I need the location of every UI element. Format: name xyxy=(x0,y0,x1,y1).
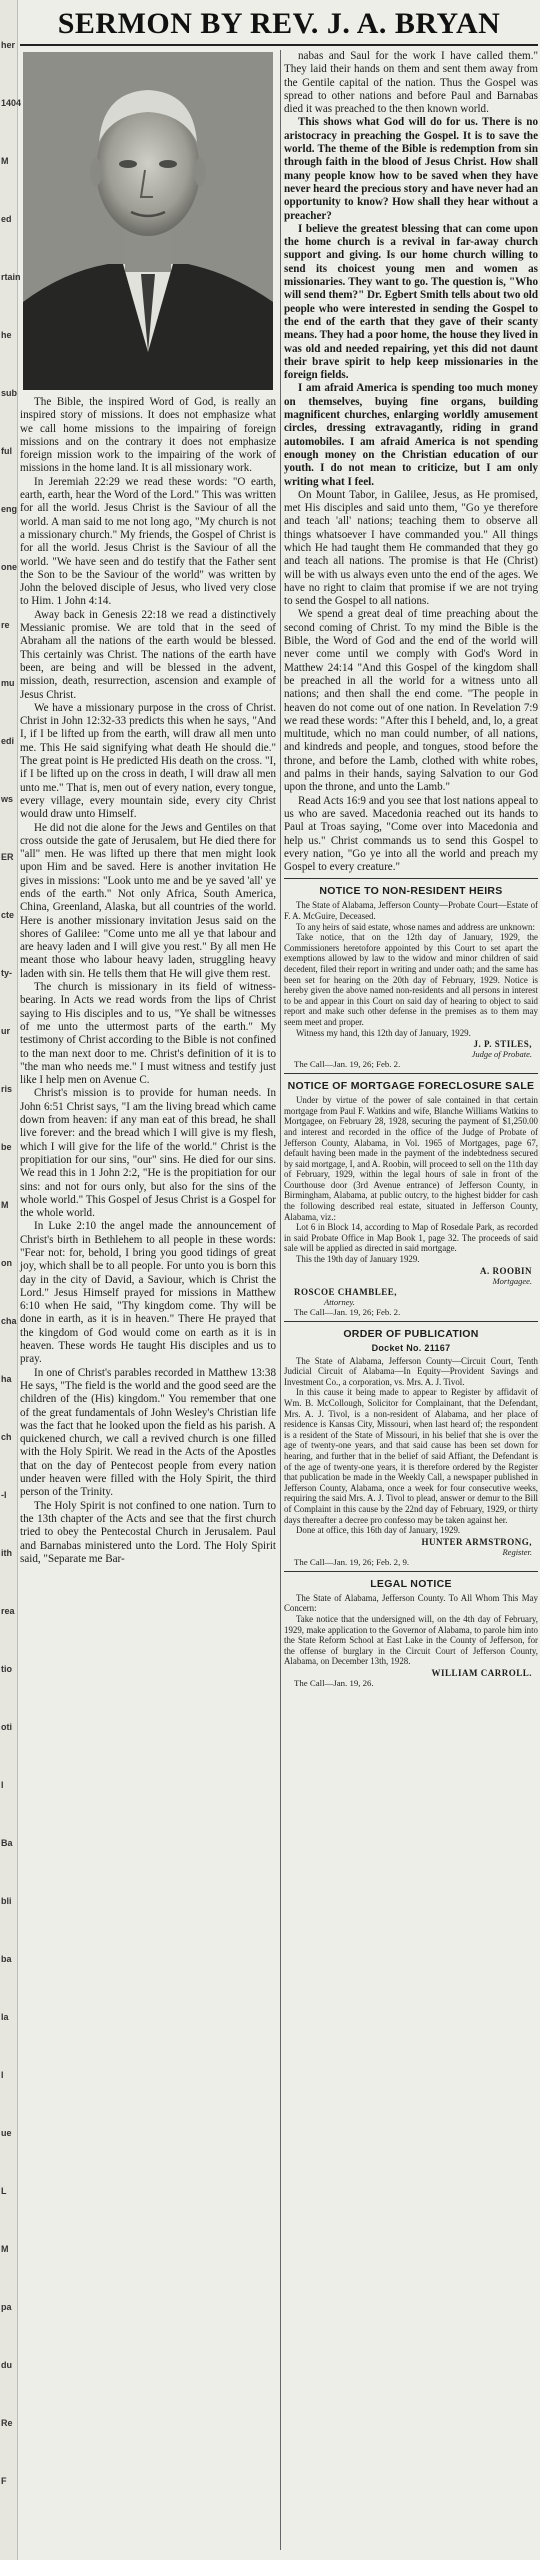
margin-fragment: M xyxy=(1,156,9,166)
portrait-illustration xyxy=(23,52,273,390)
notice-line: To any heirs of said estate, whose names and address are unknown: xyxy=(296,921,535,932)
divider xyxy=(284,1321,538,1322)
sermon-paragraph: Christ's mission is to provide for human needs. In John 6:51 Christ says, "I am the living bread which came down from heaven: if any man eat of this bread, he shall live forever: and the bread which I will give is my flesh, which I will give for the life of the world." Christ is the propitiation for our sins, "our" sins. He died for our sins. We read this in 1 John 2:2, "He is the propitiation for our sins: and not for ours only, but also for the sins of the whole world." This Gospel of Jesus Christ is a Gospel for the whole world. xyxy=(20,1087,276,1220)
column-divider xyxy=(280,50,281,2550)
margin-fragment: he xyxy=(1,330,12,340)
margin-fragment: re xyxy=(1,620,10,630)
notice-signature: WILLIAM CARROLL. xyxy=(431,1667,532,1678)
sermon-paragraph: In one of Christ's parables recorded in Matthew 13:38 He says, "The field is the world and the good seed are the children of the (His) kingdom." You remember that one of the great fundamentals of John Wesley's Christian life was the fact that he looked upon the field as his parish. A quickened church, we call a revived church is one filled with the Holy Spirit. We read in the Acts of the Apostles that on the day of Pentecost people from every nation under heaven were filled with the Holy Spirit, the third person of the Trinity. xyxy=(20,1366,276,1499)
margin-fragment: ful xyxy=(1,446,12,456)
notice-line: Witness my hand, this 12th day of January, 1929. xyxy=(296,1027,471,1038)
margin-fragment: ed xyxy=(1,214,12,224)
margin-fragment: ba xyxy=(1,1954,12,1964)
sermon-paragraph: The Bible, the inspired Word of God, is really an inspired story of missions. It does not emphasize what we call home missions to the impairing of foreign missions and on the contrary it does not emphasize foreign mission work to the impairing of the work of missions in the home land. It is all missionary work. xyxy=(20,396,276,475)
divider xyxy=(284,1571,538,1572)
margin-fragment: ch xyxy=(1,1432,12,1442)
margin-fragment: one xyxy=(1,562,18,572)
margin-fragment: ris xyxy=(1,1084,13,1094)
notice-line: The State of Alabama, Jefferson County—Probate Court—Estate of F. A. McGuire, Deceased. xyxy=(284,900,538,921)
notice-order-of-publication xyxy=(284,1328,538,1567)
notice-mortgage-foreclosure xyxy=(284,1080,538,1317)
notice-line: Under by virtue of the power of sale contained in that certain mortgage from Paul F. Watkins and wife, Blanche Williams Watkins to Mortgagee, on February 28, 1928, securing the payment of $1,250.00 and interest and recorded in the office of the Judge of Probate of Jefferson County, Alabama, in Vol. 1965 of Mortgages, page 67, default having been made in the payment of the indebtedness secured by said mortgage, I, and A. Roobin, will proceed to sell on the 11th day of February, 1929, within the legal hours of sale in front of the Courthouse door (3rd Avenue entrance) of Jefferson County, in Birmingham, Alabama, at public outcry, to the highest bidder for cash the following described real estate, situated in Jefferson County, Alabama, viz.: xyxy=(284,1095,538,1222)
divider xyxy=(284,1073,538,1074)
margin-fragment: ith xyxy=(1,1548,12,1558)
sermon-paragraph: We spend a great deal of time preaching about the second coming of Christ. To my mind the Bible is the Bible, the Word of God and the end of the world will never come until we comply with God's Word in Matthew 24:14 "And this Gospel of the kingdom shall be preached in all the world for a witness unto all nations; and then shall the end come. "The people in heaven do not come out of one nation. In Revelation 7:9 we read these words: "After this I beheld, and, lo, a great multitude, which no man could number, of all nations, and kindreds and people, and tongues, stood before the throne, and before the Lamb, clothed with white robes, and palms in their hands, saying Salvation to our God upon the throne, and unto the Lamb." xyxy=(284,608,538,794)
margin-fragment: cha xyxy=(1,1316,17,1326)
sermon-paragraph: The Holy Spirit is not confined to one nation. Turn to the 13th chapter of the Acts and see that the first church tried to obey the Pentecostal Church in Jerusalem. Paul and Barnabas ministered unto the Lord. The Holy Spirit said, "Separate me Bar- xyxy=(20,1499,276,1565)
sermon-paragraph: On Mount Tabor, in Galilee, Jesus, as He promised, met His disciples and said unto them, "Go ye therefore and teach 'all' nations; teaching them to observe all things whatsoever I have commanded you." All things which He had taught them He commanded that they go and teach all nations. The promise is that He (Christ) will be with us always even unto the end of the ages. We have no right to claim that promise if we are not trying to send the Gospel to all nations. xyxy=(284,488,538,608)
notice-line: Done at office, this 16th day of January, 1929. xyxy=(296,1525,461,1536)
margin-fragment: on xyxy=(1,1258,12,1268)
margin-fragment: pa xyxy=(1,2302,12,2312)
notice-signature: A. ROOBIN xyxy=(479,1265,532,1276)
right-column xyxy=(284,50,538,1690)
sermon-paragraph: He did not die alone for the Jews and Gentiles on that cross outside the gate of Jerusalem, but He died there for "all" men. He was lifted up there that men might look upon Him and be saved. Here is another invitation He gives in missions: "Look unto me and be ye saved 'all' ye ends of the earth." Not only Africa, South America, China, Greenland, Alaska, but all countries of the world. Here is another missionary invitation Jesus said on the shores of Galilee: "Come unto me all ye that labour and are heavy laden and I will give you rest." By all men He meant those who labour heavy laden, struggling heavy laden with sin. He tells them that He will give them rest. xyxy=(20,821,276,980)
divider xyxy=(284,878,538,879)
notice-docket: Docket No. 21167 xyxy=(371,1342,451,1353)
margin-fragment: Re xyxy=(1,2418,13,2428)
sermon-paragraph: I am afraid America is spending too much money on themselves, buying fine organs, building magnificent churches, enlarging worldly amusement circles, dressing extravagantly, riding in grand automobiles. I am afraid America is not spending enough money on the Christian education of our youth. I do not mean to criticize, but I am only writing what I feel. xyxy=(284,382,538,488)
notice-title: NOTICE OF MORTGAGE FORECLOSURE SALE xyxy=(287,1080,535,1093)
margin-fragment: ur xyxy=(1,1026,10,1036)
margin-fragment: eng xyxy=(1,504,18,514)
notice-non-resident-heirs xyxy=(284,885,538,1069)
margin-fragment: l xyxy=(1,2070,4,2080)
margin-fragment: L xyxy=(1,2186,7,2196)
portrait-photo xyxy=(23,52,273,390)
sermon-paragraph: Read Acts 16:9 and you see that lost nations appeal to us who are saved. Macedonia reached out its hands to Paul at Troas saying, "Come over into Macedonia and help us." Christ commands us to send this Gospel to every nation, "Go ye into all the world and preach my Gospel to every creature." xyxy=(284,794,538,874)
margin-fragment: cte xyxy=(1,910,15,920)
notice-line: Lot 6 in Block 14, according to Map of Rosedale Park, as recorded in said Probate Office in Map Book 1, page 32. The proceeds of said sale will be applied as directed in said mortgage. xyxy=(284,1222,538,1254)
margin-fragment: M xyxy=(1,2244,9,2254)
notice-line: The State of Alabama, Jefferson County. To All Whom This May Concern: xyxy=(284,1592,538,1614)
notice-line: This the 19th day of January 1929. xyxy=(296,1254,420,1265)
margin-fragment: ty- xyxy=(1,968,12,978)
margin-fragment: rea xyxy=(1,1606,15,1616)
notice-title: NOTICE TO NON-RESIDENT HEIRS xyxy=(319,885,503,898)
margin-fragment: -l xyxy=(1,1490,7,1500)
margin-fragment: du xyxy=(1,2360,12,2370)
margin-fragment: tio xyxy=(1,1664,12,1674)
notice-line: Take notice, that on the 12th day of January, 1929, the Commissioners heretofore appointed by this Court to set apart the exemptions allowed by law to the widow and minor children of said decedent, filed their report in writing and under oath; and the same has been set for hearing on the 20th day of February, 1929. Notice is hereby given the above named non-residents and all persons in interest to be and appear in this Court on said day of hearing to object to said report and make such other defense in the premises as to them may seem meet and proper. xyxy=(284,932,538,1027)
margin-fragment: ha xyxy=(1,1374,12,1384)
notice-publication-dates: The Call—Jan. 19, 26. xyxy=(294,1677,374,1688)
sermon-paragraph: Away back in Genesis 22:18 we read a distinctively Messianic promise. We are told that in the seed of Abraham all the nations of the earth would be blessed. This certainly was Christ. The nations of the earth have been, are being and will be blessed in the advent, mission, death, resurrection, ascension and example of Jesus Christ. xyxy=(20,608,276,701)
notice-title: ORDER OF PUBLICATION xyxy=(343,1327,479,1340)
margin-fragment: mu xyxy=(1,678,15,688)
sermon-paragraph: nabas and Saul for the work I have called them." They laid their hands on them and sent them away from the Gentile capital of the nation. Thus the Gospel was spread to other nations and before Paul and Barnabas died it was preached to the then known world. xyxy=(284,50,538,116)
notice-signature-title: Mortgagee. xyxy=(492,1275,532,1286)
sermon-paragraph: In Luke 2:10 the angel made the announcement of Christ's birth in Bethlehem to all people in these words: "Fear not: for, behold, I bring you good tidings of great joy, which shall be to all people. For unto you is born this day in the city of David, a Saviour, which is Christ the Lord." Jesus Himself prayed for missions in Matthew 6:10 when He said, "Thy kingdom come. Thy will be done in earth, as it is in heaven." There He prayed that the kingdom of God would come on earth as it is in heaven. These words He taught His disciples and us to pray. xyxy=(20,1220,276,1366)
notice-attorney: ROSCOE CHAMBLEE, xyxy=(294,1286,398,1297)
notice-line: The State of Alabama, Jefferson County—Circuit Court, Tenth Judicial Circuit of Alabama—In Equity—Provident Savings and Investment Co., a corporation, vs. Mrs. A. J. Tivol. xyxy=(284,1355,538,1387)
notice-line: In this cause it being made to appear to Register by affidavit of Wm. B. McCollough, Solicitor for Complainant, that the Defendant, Mrs. A. J. Tivol, is a non-resident of Alabama, and her place of residence is Kansas City, Missouri, when last heard of; the respondent is a resident of the State of Missouri, in his belief that she is over the age of twenty-one years, and that said cause has been set down for hearing, and further that in the belief of said Affiant, the Defendant is of the age of twenty-one years, it is therefore ordered by the Register that publication be made in the Weekly Call, a newspaper published in Jefferson County, Alabama, once a week for four consecutive weeks, requiring the said Mrs. A. J. Tivol to plead, answer or demur to the Bill of Complaint in this cause by the 22nd day of February, 1929, or thirty days thereafter a decree pro confesso may be taken against her. xyxy=(284,1387,538,1525)
notice-publication-dates: The Call—Jan. 19, 26; Feb. 2. xyxy=(294,1306,401,1317)
notice-legal xyxy=(284,1578,538,1688)
notice-publication-dates: The Call—Jan. 19, 26; Feb. 2. xyxy=(294,1059,401,1070)
left-margin-strip xyxy=(0,0,22,2560)
notice-line: Take notice that the undersigned will, on the 4th day of February, 1929, make application to the Governor of Alabama, to parole him into the State Reform School at East Lake in the County of Jefferson, for the offense of burglary in the Circuit Court of Jefferson County, Alabama, on December 13th, 1928. xyxy=(284,1613,538,1667)
sermon-paragraph: The church is missionary in its field of witness-bearing. In Acts we read words from the lips of Christ saying to His disciples and to us, "Ye shall be witnesses of me unto the uttermost parts of the earth." My testimony of Christ according to the Bible is not confined to the man next door to me. Christ's definition of it is to "the man who needs me." I must witness and testify just like I help men on Avenue C. xyxy=(20,981,276,1087)
margin-fragment: Ba xyxy=(1,1838,13,1848)
margin-fragment: sub xyxy=(1,388,18,398)
margin-fragment: ue xyxy=(1,2128,12,2138)
margin-fragment: ws xyxy=(1,794,14,804)
margin-fragment: rtain xyxy=(1,272,21,282)
margin-fragment: 1404 xyxy=(1,98,22,108)
sermon-paragraph: In Jeremiah 22:29 we read these words: "O earth, earth, earth, hear the Word of the Lord." This was written for all the world. Jesus Christ is the Saviour of all the world. A man said to me not long ago, "My church is not a missionary church." My friends, the Gospel of Christ is for all the world. Jesus Christ is the Saviour of all the world. "We have seen and do testify that the Father sent the Son to be the Saviour of the world" was written by John the beloved disciple of Jesus, who lived very close to Him. 1 John 4:14. xyxy=(20,475,276,608)
sermon-paragraph: This shows what God will do for us. There is no aristocracy in preaching the Gospel. It is to save the world. The theme of the Bible is redemption from sin through faith in the blood of Jesus Christ. How shall many people know how to be saved when they have never heard the precious story and have never had an opportunity to know? How shall they hear without a preacher? xyxy=(284,116,538,222)
notice-publication-dates: The Call—Jan. 19, 26; Feb. 2, 9. xyxy=(294,1556,410,1567)
notice-signature: J. P. STILES, xyxy=(473,1039,532,1050)
left-column xyxy=(20,52,276,1566)
sermon-paragraph: We have a missionary purpose in the cross of Christ. Christ in John 12:32-33 predicts this when he says, "And I, if I be lifted up from the earth, will draw all men unto me. This He said signifying what death He should die." The great point is He predicted His death on the cross. "I, if I be lifted up on the cross in death, I will draw all men unto me." That is, men out of every nation, every tongue, every village, every mountain side, every city Christ would draw unto Himself. xyxy=(20,701,276,821)
margin-fragment: M xyxy=(1,1200,9,1210)
margin-fragment: bli xyxy=(1,1896,12,1906)
margin-fragment: F xyxy=(1,2476,7,2486)
margin-fragment: ER xyxy=(1,852,14,862)
notice-signature-title: Register. xyxy=(502,1546,532,1557)
margin-fragment: oti xyxy=(1,1722,12,1732)
sermon-paragraph: I believe the greatest blessing that can come upon the home church is a revival in far-away church support and giving. Is our home church willing to send its choicest young men and women as missionaries. They want to go. The question is, "Who will send them?" Dr. Egbert Smith tells about two old people who were interested in sending the Gospel to the end of the earth that they gave of their scanty means. They had a poor home, the house they lived in was old and needed repairing, yet this did not daunt their brave spirit to help keep missionaries in the foreign fields. xyxy=(284,222,538,382)
margin-fragment: la xyxy=(1,2012,9,2022)
notice-signature-title: Judge of Probate. xyxy=(471,1049,532,1060)
sermon-headline: SERMON BY REV. J. A. BRYAN xyxy=(20,4,538,46)
margin-fragment: l xyxy=(1,1780,4,1790)
margin-fragment: edi xyxy=(1,736,15,746)
notice-title: LEGAL NOTICE xyxy=(370,1577,452,1590)
margin-fragment: be xyxy=(1,1142,12,1152)
margin-fragment: her xyxy=(1,40,16,50)
notice-signature: HUNTER ARMSTRONG, xyxy=(421,1536,532,1547)
notice-attorney-title: Attorney. xyxy=(324,1296,355,1307)
